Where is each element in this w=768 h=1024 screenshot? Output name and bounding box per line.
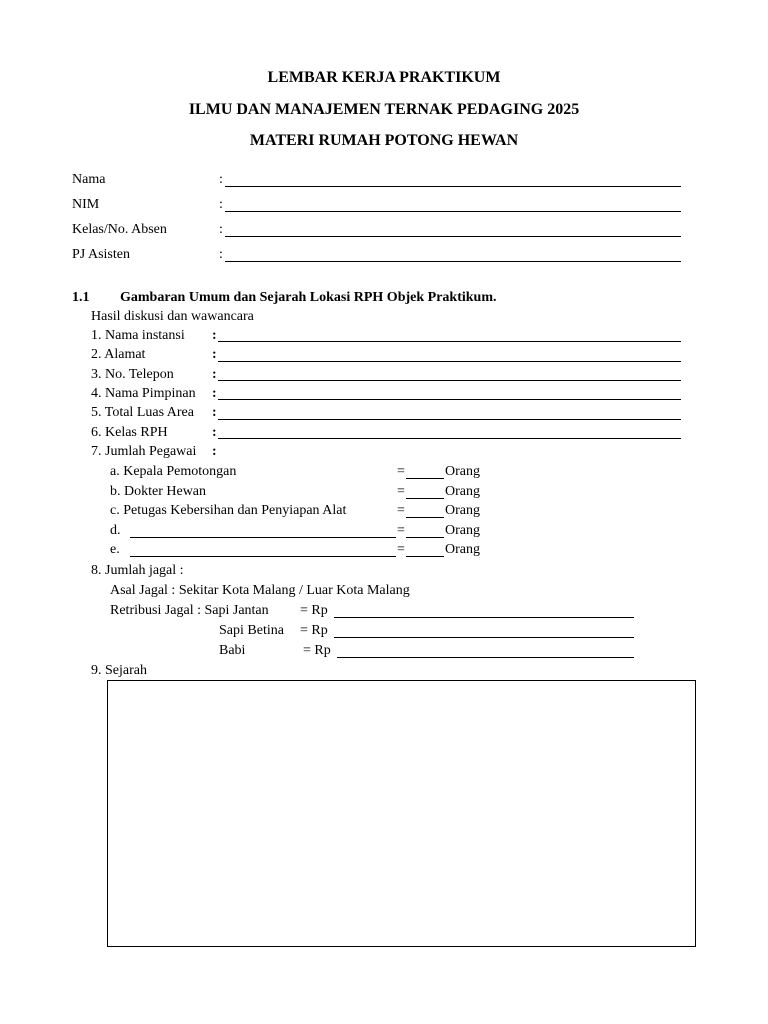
pj-colon: :: [219, 247, 223, 262]
nim-label: NIM: [72, 197, 100, 212]
section-title: Gambaran Umum dan Sejarah Lokasi RPH Objek Praktikum.: [120, 290, 497, 305]
rp-label: = Rp: [300, 603, 328, 618]
item-alamat: 2. Alamat: [91, 347, 146, 362]
pegawai-unit: Orang: [445, 464, 480, 479]
item-colon: :: [212, 444, 217, 459]
pegawai-eq: =: [397, 542, 405, 557]
pegawai-eq: =: [397, 464, 405, 479]
pegawai-b-label: b. Dokter Hewan: [110, 484, 207, 499]
total-luas-area-field[interactable]: [218, 419, 681, 420]
item-colon: :: [212, 425, 217, 440]
pj-label: PJ Asisten: [72, 247, 130, 262]
title-line-2: ILMU DAN MANAJEMEN TERNAK PEDAGING 2025: [188, 101, 580, 118]
kelas-colon: :: [219, 222, 223, 237]
item-nama-instansi: 1. Nama instansi: [91, 328, 185, 343]
item-no-telepon: 3. No. Telepon: [91, 367, 174, 382]
item-jumlah-pegawai: 7. Jumlah Pegawai: [91, 444, 197, 459]
item-colon: :: [212, 347, 217, 362]
item-colon: :: [212, 386, 217, 401]
section-number: 1.1: [72, 290, 90, 305]
kelas-rph-field[interactable]: [218, 438, 681, 439]
jumlah-jagal-heading: 8. Jumlah jagal :: [91, 563, 184, 578]
no-telepon-field[interactable]: [218, 380, 681, 381]
nim-colon: :: [219, 197, 223, 212]
sapi-betina-label: Sapi Betina: [219, 623, 284, 638]
pegawai-d-field[interactable]: [406, 537, 444, 538]
alamat-field[interactable]: [218, 361, 681, 362]
pegawai-unit: Orang: [445, 484, 480, 499]
nama-pimpinan-field[interactable]: [218, 399, 681, 400]
kelas-field[interactable]: [225, 236, 681, 237]
sejarah-answer-box[interactable]: [107, 680, 696, 947]
pegawai-c-label: c. Petugas Kebersihan dan Penyiapan Alat: [110, 503, 347, 518]
item-colon: :: [212, 328, 217, 343]
nama-colon: :: [219, 172, 223, 187]
nama-instansi-field[interactable]: [218, 341, 681, 342]
title-line-1: LEMBAR KERJA PRAKTIKUM: [267, 69, 501, 86]
pegawai-e-name-field[interactable]: [130, 556, 396, 557]
nama-label: Nama: [72, 172, 106, 187]
pegawai-c-field[interactable]: [406, 517, 444, 518]
rp-label: = Rp: [300, 623, 328, 638]
pegawai-eq: =: [397, 523, 405, 538]
title-line-3: MATERI RUMAH POTONG HEWAN: [249, 132, 519, 149]
section-subtitle: Hasil diskusi dan wawancara: [91, 309, 254, 324]
babi-field[interactable]: [337, 657, 634, 658]
pegawai-unit: Orang: [445, 503, 480, 518]
rp-label: = Rp: [303, 643, 331, 658]
pegawai-unit: Orang: [445, 542, 480, 557]
pegawai-d-name-field[interactable]: [130, 537, 396, 538]
sejarah-heading: 9. Sejarah: [91, 663, 147, 678]
pegawai-a-label: a. Kepala Pemotongan: [110, 464, 237, 479]
pegawai-a-field[interactable]: [406, 478, 444, 479]
item-colon: :: [212, 405, 217, 420]
pegawai-e-field[interactable]: [406, 556, 444, 557]
sapi-betina-field[interactable]: [334, 637, 634, 638]
item-nama-pimpinan: 4. Nama Pimpinan: [91, 386, 196, 401]
pegawai-b-field[interactable]: [406, 498, 444, 499]
pegawai-d-label: d.: [110, 523, 121, 538]
item-total-luas-area: 5. Total Luas Area: [91, 405, 194, 420]
item-colon: :: [212, 367, 217, 382]
nim-field[interactable]: [225, 211, 681, 212]
sapi-jantan-field[interactable]: [334, 617, 634, 618]
babi-label: Babi: [219, 643, 246, 658]
pegawai-unit: Orang: [445, 523, 480, 538]
pj-field[interactable]: [225, 261, 681, 262]
item-kelas-rph: 6. Kelas RPH: [91, 425, 168, 440]
retribusi-sapi-jantan-label: Retribusi Jagal : Sapi Jantan: [110, 603, 269, 618]
asal-jagal: Asal Jagal : Sekitar Kota Malang / Luar Kota Malang: [110, 583, 410, 598]
pegawai-eq: =: [397, 503, 405, 518]
pegawai-eq: =: [397, 484, 405, 499]
kelas-label: Kelas/No. Absen: [72, 222, 167, 237]
nama-field[interactable]: [225, 186, 681, 187]
pegawai-e-label: e.: [110, 542, 120, 557]
